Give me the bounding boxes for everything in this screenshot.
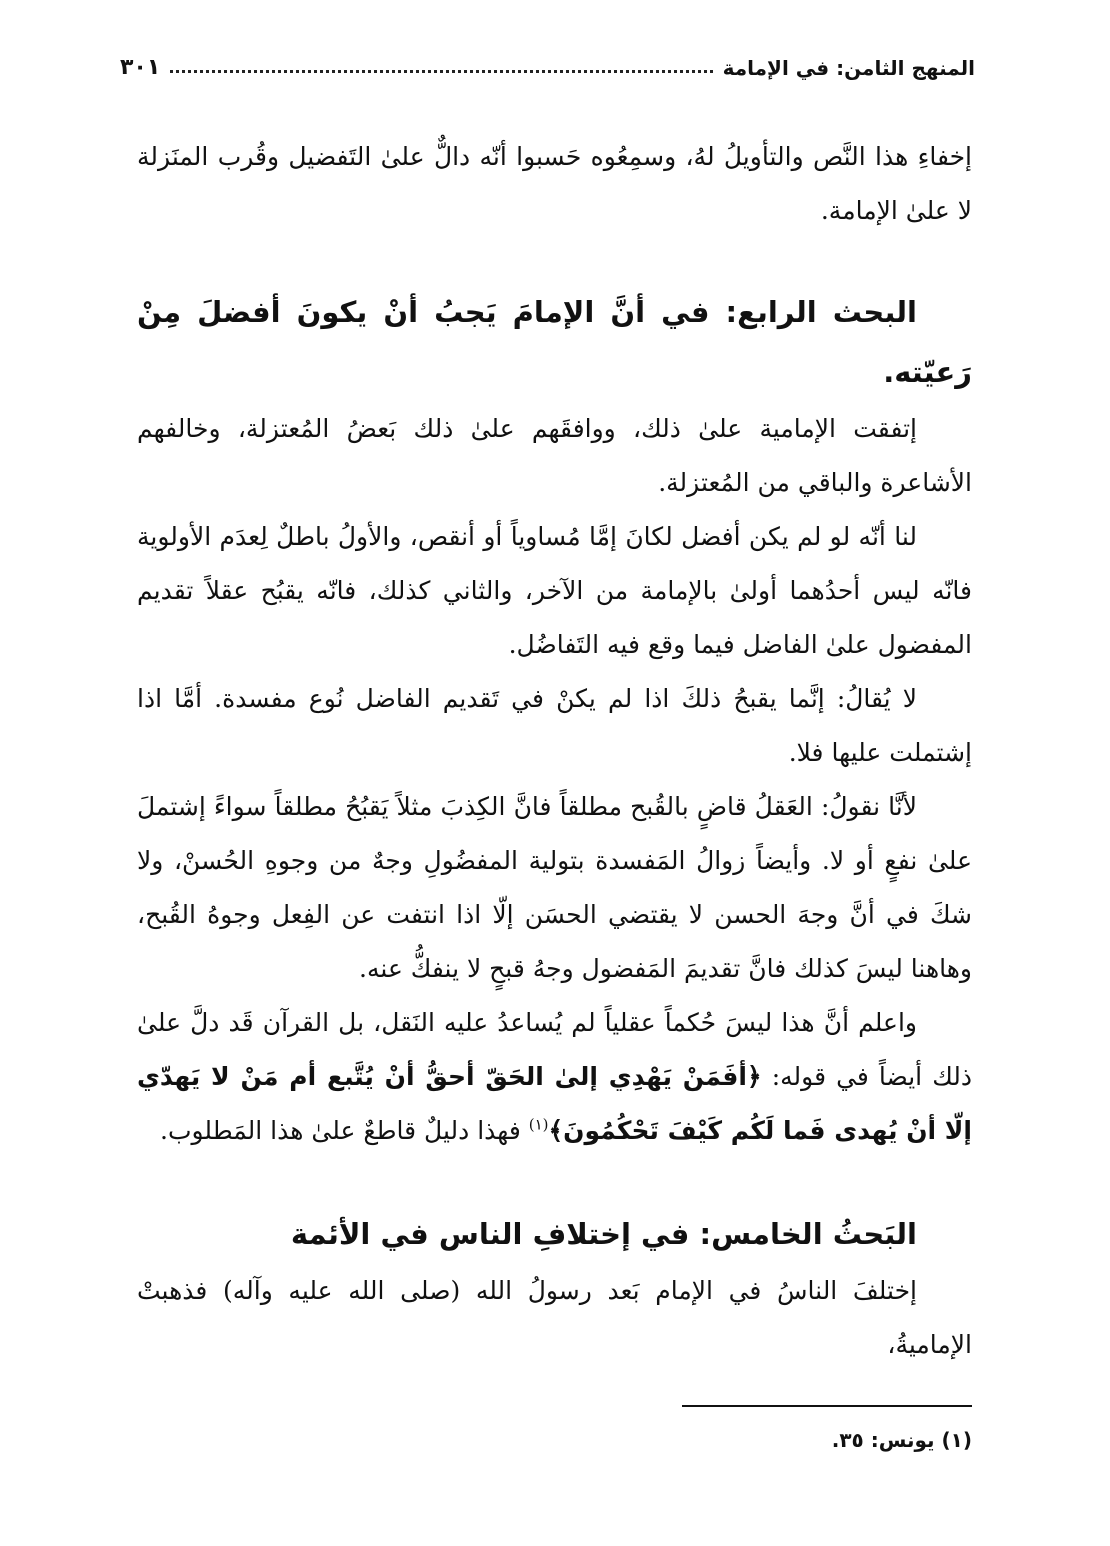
main-text <box>137 130 972 1372</box>
paragraph-with-quran-verse <box>137 996 972 1158</box>
quran-verse: ﴿أفَمَنْ يَهْدِي إلىٰ الحَقّ أحقُّ أنْ يُتَّبع أم مَنْ لا يَهدّي إلّا أنْ يُهدى فَما لَكُم كَيْفَ تَحْكُمُونَ﴾ <box>137 1062 972 1145</box>
paragraph: لا يُقالُ: إنَّما يقبحُ ذلكَ اذا لم يكنْ في تَقديم الفاضل نُوع مفسدة. أمَّا اذا إشتملت عليها فلا. <box>137 684 972 767</box>
paragraph-start: واعلم أنَّ هذا ليسَ حُكماً عقلياً لم يُساعدُ عليه النَقل، بل القرآن قَد دلَّ علىٰ ذلك أيضاً في قوله: <box>137 1008 973 1091</box>
paragraph-end: فهذا دليلٌ قاطعٌ علىٰ هذا المَطلوب. <box>160 1116 529 1145</box>
footnote-reference: (١) <box>528 1115 549 1134</box>
running-header <box>120 40 975 80</box>
continued-paragraph: إخفاءِ هذا النَّص والتأويلُ لهُ، وسمِعُوه حَسبوا أنّه دالٌّ علىٰ التَفضيل وقُرب المنَزلة لا علىٰ الإمامة. <box>137 142 972 225</box>
paragraph: لأنَّا نقولُ: العَقلُ قاضٍ بالقُبح مطلقاً فانَّ الكِذبَ مثلاً يَقبُحُ مطلقاً سواءً إشتملَ علىٰ نفعٍ أو لا. وأيضاً زوالُ المَفسدة بتولية المفضُولِ وجهٌ من وجوهِ الحُسنْ، ولا شكَ في أنَّ وجهَ الحسن لا يقتضي الحسَن إلّا اذا انتفت عن الفِعل وجوهُ القُبح، وهاهنا ليسَ كذلك فانَّ تقديمَ المَفضول وجهُ قبحٍ لا ينفكُّ عنه. <box>137 792 972 983</box>
footnote: (١) يونس: ٣٥. <box>831 1428 972 1452</box>
paragraph: إختلفَ الناسُ في الإمام بَعد رسولُ الله (صلى الله عليه وآله) فذهبتْ الإماميةُ، <box>137 1276 972 1359</box>
section-heading-5: البَحثُ الخامس: في إختلافِ الناس في الأئمة <box>290 1217 917 1251</box>
page-number: ٣٠١ <box>120 55 161 80</box>
running-title: المنهج الثامن: في الإمامة <box>722 56 975 80</box>
section-heading-4: البحث الرابع: في أنَّ الإمامَ يَجبُ أنْ يكونَ أفضلَ مِنْ رَعيّته. <box>137 295 972 389</box>
dotted-leader <box>170 70 712 73</box>
footnote-separator <box>682 1405 972 1407</box>
paragraph: إتفقت الإمامية علىٰ ذلك، ووافقَهم علىٰ ذلك بَعضُ المُعتزلة، وخالفهم الأشاعرة والباقي من المُعتزلة. <box>137 414 972 497</box>
paragraph: لنا أنّه لو لم يكن أفضل لكانَ إمَّا مُساوياً أو أنقص، والأولُ باطلٌ لِعدَم الأولوية فانّه ليس أحدُهما أولىٰ بالإمامة من الآخر، والثاني كذلك، فانّه يقبُح عقلاً تقديم المفضول علىٰ الفاضل فيما وقع فيه التَفاضُل. <box>137 522 972 659</box>
